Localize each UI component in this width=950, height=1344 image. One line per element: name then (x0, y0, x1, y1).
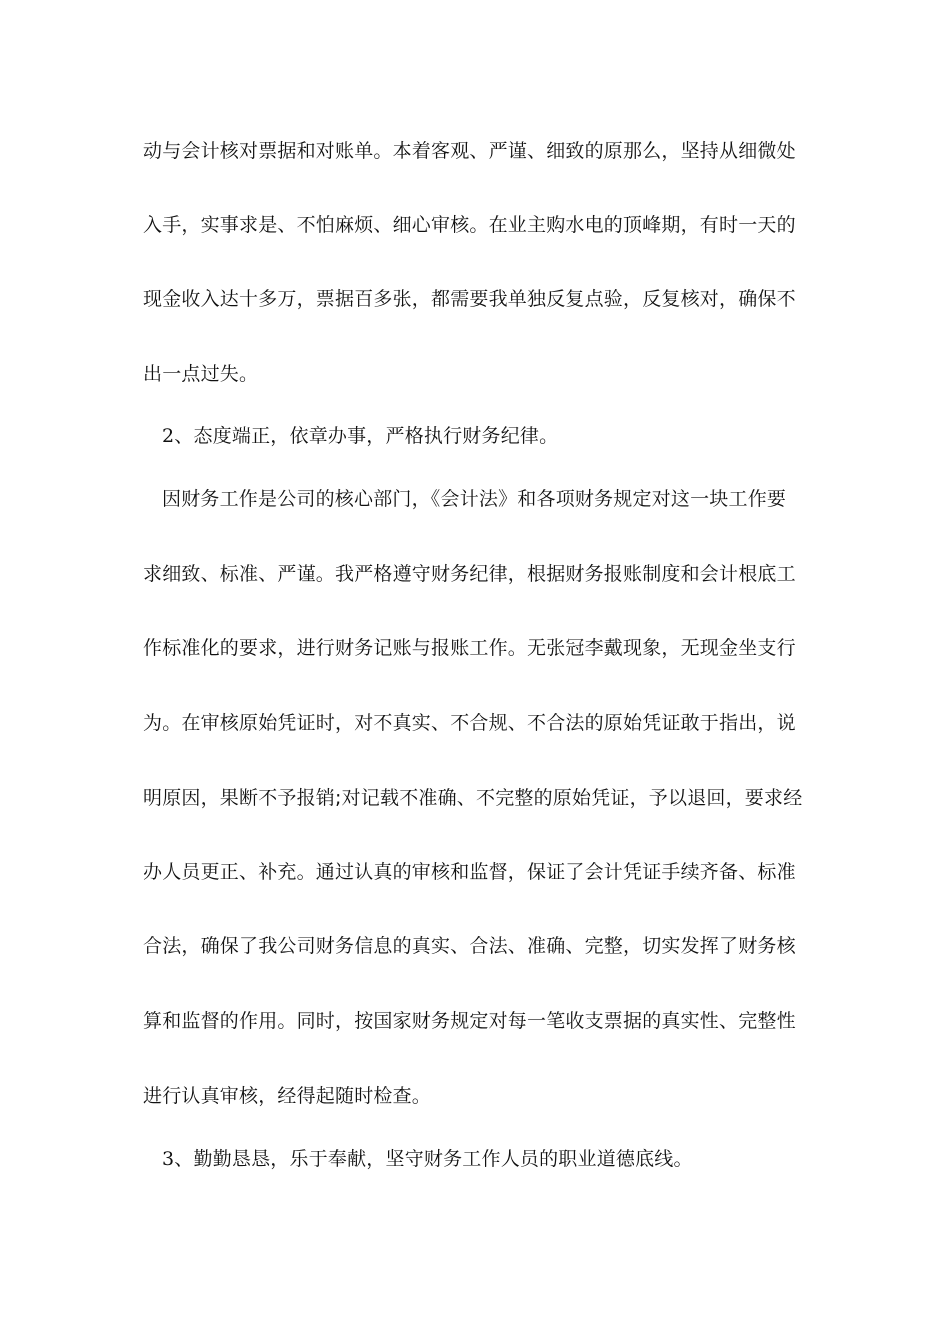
section-heading-text: 、勤勤恳恳，乐于奉献，坚守财务工作人员的职业道德底线。 (174, 1148, 693, 1170)
paragraph-line: 合法，确保了我公司财务信息的真实、合法、准确、完整，切实发挥了财务核 (143, 935, 796, 957)
section-number: 3 (162, 1148, 175, 1170)
section-heading-3 (162, 1145, 842, 1173)
paragraph-line: 求细致、标准、严谨。我严格遵守财务纪律，根据财务报账制度和会计根底工 (143, 563, 796, 585)
paragraph-line: 办人员更正、补充。通过认真的审核和监督，保证了会计凭证手续齐备、标准 (143, 861, 796, 883)
paragraph-line: 动与会计核对票据和对账单。本着客观、严谨、细致的原那么，坚持从细微处 (143, 140, 796, 162)
paragraph-line: 进行认真审核，经得起随时检查。 (143, 1085, 432, 1107)
section-heading-2 (162, 422, 842, 450)
section-heading-text: 、态度端正，依章办事，严格执行财务纪律。 (174, 425, 559, 447)
paragraph-line: 出一点过失。 (143, 363, 259, 385)
paragraph-line: 因财务工作是公司的核心部门，《会计法》和各项财务规定对这一块工作要 (162, 488, 787, 510)
paragraph-line: 算和监督的作用。同时，按国家财务规定对每一笔收支票据的真实性、完整性 (143, 1010, 796, 1032)
paragraph-line: 为。在审核原始凭证时，对不真实、不合规、不合法的原始凭证敢于指出，说 (143, 712, 796, 734)
section-number: 2 (162, 425, 175, 447)
paragraph-line: 作标准化的要求，进行财务记账与报账工作。无张冠李戴现象，无现金坐支行 (143, 637, 796, 659)
paragraph-line: 现金收入达十多万，票据百多张，都需要我单独反复点验，反复核对，确保不 (143, 288, 796, 310)
paragraph-line: 明原因，果断不予报销;对记载不准确、不完整的原始凭证，予以退回，要求经 (143, 787, 803, 809)
paragraph-line: 入手，实事求是、不怕麻烦、细心审核。在业主购水电的顶峰期，有时一天的 (143, 214, 796, 236)
